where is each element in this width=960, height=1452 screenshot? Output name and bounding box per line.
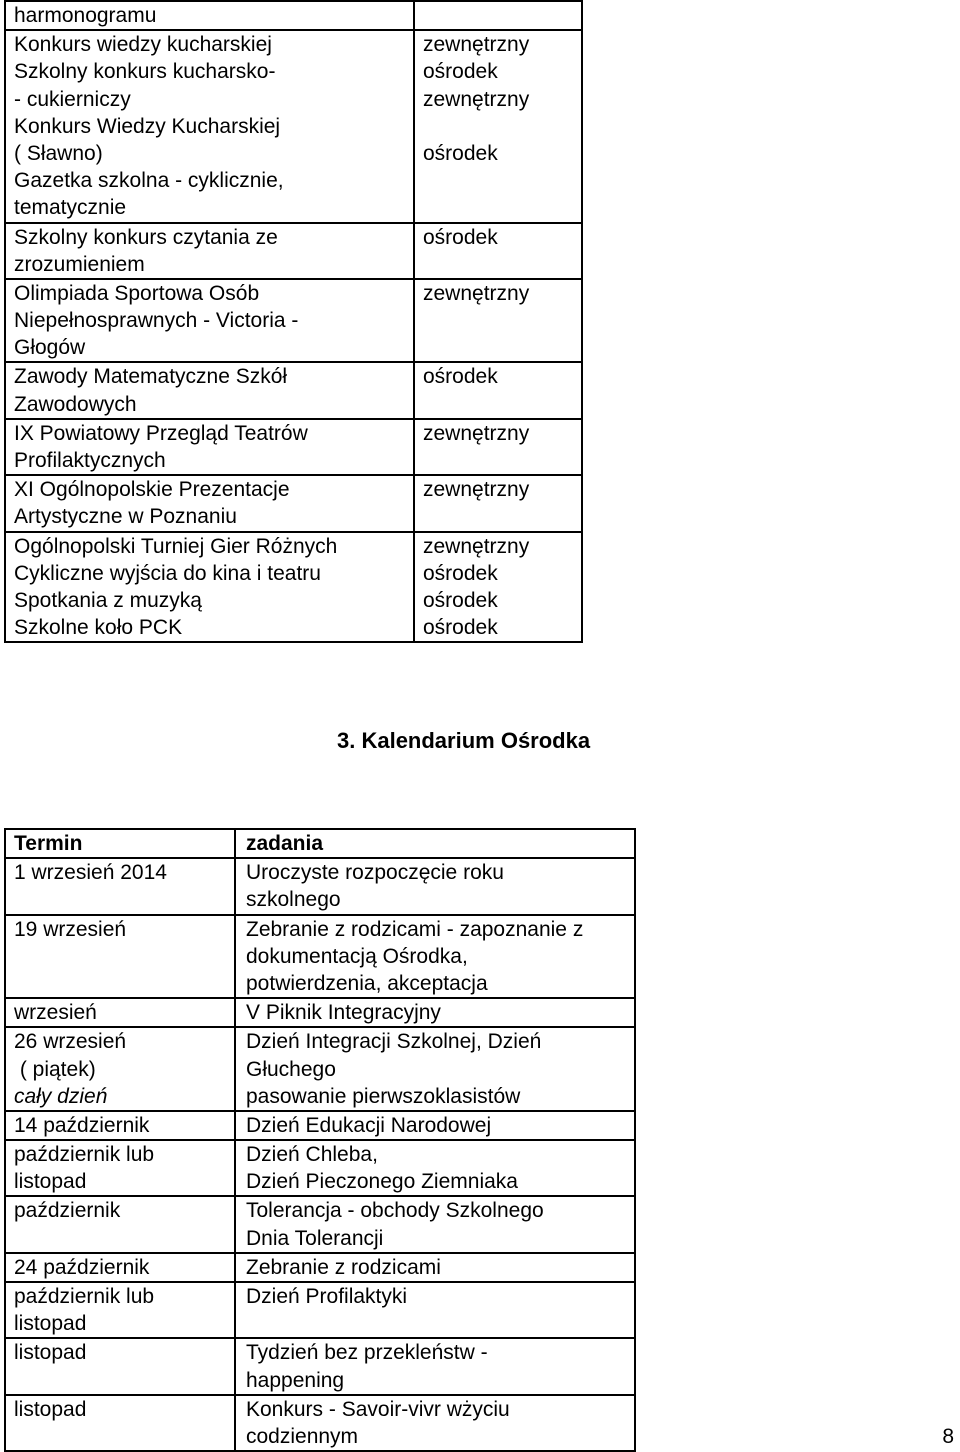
table-row <box>5 1111 635 1140</box>
activity-line: XI Ogólnopolskie Prezentacje <box>14 478 290 502</box>
task-cell <box>235 1395 635 1451</box>
task-line: Dnia Tolerancji <box>246 1226 384 1250</box>
scope-line: ośrodek <box>423 141 498 165</box>
activity-line: Konkurs wiedzy kucharskiej <box>14 33 272 57</box>
scope-line <box>423 113 573 140</box>
term-cell <box>5 1196 235 1252</box>
task-line: Głuchego <box>246 1057 336 1081</box>
table-row <box>5 419 582 475</box>
activity-cell <box>5 223 414 279</box>
term-cell <box>5 1395 235 1451</box>
scope-line: zewnętrzny <box>423 478 530 502</box>
table-row <box>5 1253 635 1282</box>
term-line: listopad <box>14 1397 87 1421</box>
task-cell <box>235 1196 635 1252</box>
activity-line: tematycznie <box>14 196 127 220</box>
term-line: październik lub <box>14 1143 155 1167</box>
term-cell <box>5 998 235 1027</box>
task-cell <box>235 1111 635 1140</box>
task-line: Tolerancja - obchody Szkolnego <box>246 1199 544 1223</box>
task-cell <box>235 1338 635 1394</box>
activity-line: Konkurs Wiedzy Kucharskiej <box>14 114 281 138</box>
table-row <box>5 915 635 999</box>
task-line: happening <box>246 1368 345 1392</box>
scope-cell <box>414 532 582 643</box>
term-line: listopad <box>14 1312 87 1336</box>
scope-line: zewnętrzny <box>423 87 530 111</box>
task-line: Dzień Pieczonego Ziemniaka <box>246 1170 518 1194</box>
scope-cell <box>414 475 582 531</box>
scope-line: zewnętrzny <box>423 281 530 305</box>
header-term <box>5 829 235 858</box>
term-cell <box>5 1111 235 1140</box>
task-line: Konkurs - Savoir-vivr wżyciu <box>246 1397 510 1421</box>
scope-line: zewnętrzny <box>423 421 530 445</box>
activity-line: Głogów <box>14 336 86 360</box>
scope-cell <box>414 419 582 475</box>
term-line: 19 wrzesień <box>14 917 127 941</box>
activity-line: Zawody Matematyczne Szkół <box>14 365 288 389</box>
activity-line: Zawodowych <box>14 392 137 416</box>
activity-cell <box>5 279 414 363</box>
task-line: dokumentacją Ośrodka, <box>246 944 468 968</box>
task-line: Dzień Integracji Szkolnej, Dzień <box>246 1030 542 1054</box>
table-row <box>5 858 635 914</box>
activity-line: Cykliczne wyjścia do kina i teatru <box>14 561 321 585</box>
activity-line: Artystyczne w Poznaniu <box>14 505 237 529</box>
scope-line: ośrodek <box>423 225 498 249</box>
task-cell <box>235 1027 635 1111</box>
activity-line: Niepełnosprawnych - Victoria - <box>14 309 299 333</box>
term-line: 1 wrzesień 2014 <box>14 861 167 885</box>
table-row <box>5 362 582 418</box>
table-row <box>5 1282 635 1338</box>
term-cell <box>5 1253 235 1282</box>
scope-line <box>423 167 573 194</box>
activity-line: Szkolne koło PCK <box>14 616 183 640</box>
scope-cell <box>414 30 582 222</box>
task-line <box>246 1310 634 1337</box>
activity-cell <box>5 475 414 531</box>
term-cell <box>5 1027 235 1111</box>
table-row <box>5 1 582 30</box>
activity-line: Szkolny konkurs kucharsko- <box>14 60 276 84</box>
activity-line: zrozumieniem <box>14 252 145 276</box>
scope-line: zewnętrzny <box>423 534 530 558</box>
term-cell <box>5 1282 235 1338</box>
scope-cell <box>414 279 582 363</box>
section-heading: 3. Kalendarium Ośrodka <box>337 728 591 753</box>
header-task <box>235 829 635 858</box>
scope-cell <box>414 223 582 279</box>
task-line: Tydzień bez przekleństw - <box>246 1341 488 1365</box>
task-line: szkolnego <box>246 888 341 912</box>
term-line: październik <box>14 1199 121 1223</box>
term-line: listopad <box>14 1341 87 1365</box>
term-cell <box>5 1338 235 1394</box>
table-row <box>5 223 582 279</box>
task-cell <box>235 1253 635 1282</box>
table-row <box>5 279 582 363</box>
term-line: 24 październik <box>14 1255 150 1279</box>
term-line: cały dzień <box>14 1084 108 1108</box>
activity-cell <box>5 1 414 30</box>
task-cell <box>235 1140 635 1196</box>
task-line: Zebranie z rodzicami - zapoznanie z <box>246 917 584 941</box>
activities-table <box>4 0 583 643</box>
activity-cell <box>5 362 414 418</box>
term-line: 14 październik <box>14 1113 150 1137</box>
term-cell <box>5 915 235 999</box>
activity-line: Ogólnopolski Turniej Gier Różnych <box>14 534 338 558</box>
activity-line: Spotkania z muzyką <box>14 588 202 612</box>
activity-cell <box>5 419 414 475</box>
task-line: Dzień Edukacji Narodowej <box>246 1113 492 1137</box>
activity-line: Szkolny konkurs czytania ze <box>14 225 278 249</box>
scope-line: ośrodek <box>423 365 498 389</box>
table-row <box>5 475 582 531</box>
scope-line: ośrodek <box>423 616 498 640</box>
table-row <box>5 30 582 222</box>
term-cell <box>5 1140 235 1196</box>
calendar-table <box>4 828 636 1452</box>
table-row <box>5 998 635 1027</box>
activity-line: Olimpiada Sportowa Osób <box>14 281 260 305</box>
task-line: Dzień Chleba, <box>246 1143 378 1167</box>
scope-cell <box>414 362 582 418</box>
activity-line: IX Powiatowy Przegląd Teatrów <box>14 421 308 445</box>
page-number: 8 <box>942 1425 954 1448</box>
term-line: 26 wrzesień <box>14 1030 127 1054</box>
term-line: ( piątek) <box>14 1057 96 1081</box>
table-row <box>5 1027 635 1111</box>
scope-line: ośrodek <box>423 588 498 612</box>
activity-line: ( Sławno) <box>14 141 103 165</box>
scope-line: ośrodek <box>423 561 498 585</box>
table-row <box>5 1395 635 1451</box>
task-cell <box>235 858 635 914</box>
activity-cell <box>5 30 414 222</box>
term-line: wrzesień <box>14 1001 97 1025</box>
task-line: Dzień Profilaktyki <box>246 1285 408 1308</box>
header-term-label: Termin <box>14 832 83 855</box>
task-line: pasowanie pierwszoklasistów <box>246 1084 521 1108</box>
task-cell <box>235 1282 635 1338</box>
task-line: potwierdzenia, akceptacja <box>246 971 488 995</box>
header-task-label: zadania <box>246 832 324 855</box>
table-row <box>5 1338 635 1394</box>
task-line: Zebranie z rodzicami <box>246 1255 441 1279</box>
table-header-row <box>5 829 635 858</box>
term-line: październik lub <box>14 1285 155 1308</box>
task-cell <box>235 915 635 999</box>
term-line: listopad <box>14 1170 87 1194</box>
activity-cell <box>5 532 414 643</box>
task-cell <box>235 998 635 1027</box>
table-row <box>5 532 582 643</box>
table-row <box>5 1140 635 1196</box>
scope-line: ośrodek <box>423 60 498 84</box>
scope-cell <box>414 1 582 30</box>
scope-line: zewnętrzny <box>423 33 530 57</box>
activity-line: - cukierniczy <box>14 87 131 111</box>
task-line: codziennym <box>246 1424 359 1448</box>
term-cell <box>5 858 235 914</box>
task-line: Uroczyste rozpoczęcie roku <box>246 861 504 885</box>
task-line: V Piknik Integracyjny <box>246 1001 441 1025</box>
activity-line: Profilaktycznych <box>14 449 166 472</box>
activity-line: harmonogramu <box>14 4 157 27</box>
table-row <box>5 1196 635 1252</box>
activity-line: Gazetka szkolna - cyklicznie, <box>14 169 284 193</box>
